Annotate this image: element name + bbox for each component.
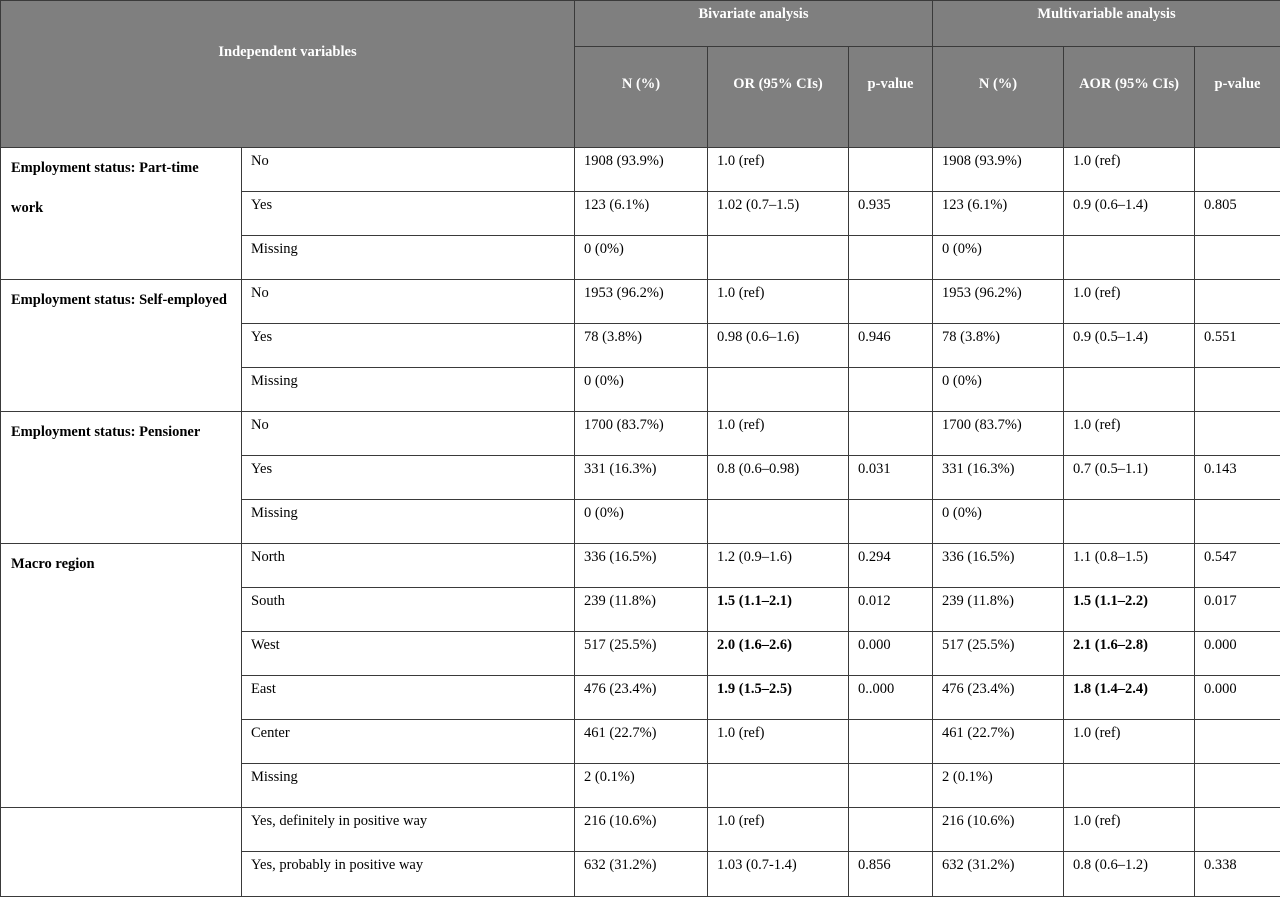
multivariable-n-cell: 0 (0%) <box>933 236 1064 280</box>
table-row <box>1 544 1280 588</box>
multivariable-n-cell: 123 (6.1%) <box>933 192 1064 236</box>
aor-ci-cell: 0.9 (0.6–1.4) <box>1064 192 1195 236</box>
table-header <box>1 1 1280 148</box>
table-row <box>1 280 1280 324</box>
bivariate-n-cell: 239 (11.8%) <box>575 588 708 632</box>
n-percent-header: N (%) <box>575 47 708 148</box>
aor-ci-cell <box>1064 500 1195 544</box>
multivariable-p-value-cell: 0.017 <box>1195 588 1280 632</box>
category-cell: No <box>242 148 575 192</box>
aor-ci-cell: 1.5 (1.1–2.2) <box>1064 588 1195 632</box>
p-value-cell <box>849 808 933 852</box>
bivariate-n-cell: 216 (10.6%) <box>575 808 708 852</box>
bivariate-n-cell: 0 (0%) <box>575 236 708 280</box>
category-cell: East <box>242 676 575 720</box>
bivariate-analysis-header: Bivariate analysis <box>575 1 933 47</box>
p-value-cell: 0.012 <box>849 588 933 632</box>
p-value-cell <box>849 368 933 412</box>
aor-ci-cell: 0.9 (0.5–1.4) <box>1064 324 1195 368</box>
category-cell: Missing <box>242 764 575 808</box>
multivariable-n-cell: 2 (0.1%) <box>933 764 1064 808</box>
multivariable-p-value-cell: 0.143 <box>1195 456 1280 500</box>
category-cell: South <box>242 588 575 632</box>
variable-group-label: Employment status: Self-employed <box>1 280 242 412</box>
multivariable-p-value-cell <box>1195 412 1280 456</box>
aor-ci-header: AOR (95% CIs) <box>1064 47 1195 148</box>
table-row <box>1 808 1280 852</box>
aor-ci-cell <box>1064 368 1195 412</box>
p-value-cell: 0..000 <box>849 676 933 720</box>
aor-ci-cell: 1.0 (ref) <box>1064 720 1195 764</box>
multivariable-n-cell: 1953 (96.2%) <box>933 280 1064 324</box>
multivariable-p-value-cell: 0.000 <box>1195 632 1280 676</box>
aor-ci-cell: 1.0 (ref) <box>1064 280 1195 324</box>
multivariable-n-cell: 216 (10.6%) <box>933 808 1064 852</box>
multivariable-p-value-cell <box>1195 148 1280 192</box>
multivariable-p-value-cell: 0.000 <box>1195 676 1280 720</box>
p-value-cell: 0.946 <box>849 324 933 368</box>
multivariable-p-value-cell <box>1195 500 1280 544</box>
p-value-cell <box>849 500 933 544</box>
multivariable-p-value-cell: 0.805 <box>1195 192 1280 236</box>
aor-ci-cell: 1.8 (1.4–2.4) <box>1064 676 1195 720</box>
or-ci-cell: 1.0 (ref) <box>708 412 849 456</box>
or-ci-cell <box>708 368 849 412</box>
bivariate-n-cell: 1700 (83.7%) <box>575 412 708 456</box>
aor-ci-cell: 2.1 (1.6–2.8) <box>1064 632 1195 676</box>
aor-ci-cell <box>1064 236 1195 280</box>
bivariate-n-cell: 2 (0.1%) <box>575 764 708 808</box>
p-value-cell: 0.000 <box>849 632 933 676</box>
aor-ci-cell: 0.7 (0.5–1.1) <box>1064 456 1195 500</box>
category-cell: Missing <box>242 368 575 412</box>
category-cell: North <box>242 544 575 588</box>
p-value-cell: 0.856 <box>849 852 933 897</box>
or-ci-cell: 1.02 (0.7–1.5) <box>708 192 849 236</box>
bivariate-n-cell: 517 (25.5%) <box>575 632 708 676</box>
aor-ci-cell: 1.0 (ref) <box>1064 412 1195 456</box>
or-ci-cell <box>708 236 849 280</box>
aor-ci-cell: 1.1 (0.8–1.5) <box>1064 544 1195 588</box>
aor-ci-cell: 1.0 (ref) <box>1064 148 1195 192</box>
table-body <box>1 148 1280 897</box>
category-cell: Yes <box>242 192 575 236</box>
p-value-cell: 0.031 <box>849 456 933 500</box>
bivariate-n-cell: 632 (31.2%) <box>575 852 708 897</box>
or-ci-cell: 1.5 (1.1–2.1) <box>708 588 849 632</box>
multivariable-n-cell: 461 (22.7%) <box>933 720 1064 764</box>
or-ci-cell: 0.8 (0.6–0.98) <box>708 456 849 500</box>
bivariate-n-cell: 78 (3.8%) <box>575 324 708 368</box>
or-ci-cell: 1.0 (ref) <box>708 148 849 192</box>
bivariate-n-cell: 461 (22.7%) <box>575 720 708 764</box>
or-ci-cell: 1.9 (1.5–2.5) <box>708 676 849 720</box>
bivariate-n-cell: 0 (0%) <box>575 500 708 544</box>
p-value-header: p-value <box>849 47 933 148</box>
or-ci-cell: 2.0 (1.6–2.6) <box>708 632 849 676</box>
or-ci-cell: 1.0 (ref) <box>708 808 849 852</box>
multivariable-p-value-cell <box>1195 808 1280 852</box>
or-ci-cell: 1.0 (ref) <box>708 280 849 324</box>
multivariable-analysis-header: Multivariable analysis <box>933 1 1280 47</box>
n-percent-header-multivariable: N (%) <box>933 47 1064 148</box>
category-cell: Yes <box>242 456 575 500</box>
multivariable-n-cell: 331 (16.3%) <box>933 456 1064 500</box>
multivariable-n-cell: 1908 (93.9%) <box>933 148 1064 192</box>
multivariable-p-value-cell <box>1195 280 1280 324</box>
multivariable-n-cell: 0 (0%) <box>933 368 1064 412</box>
category-cell: No <box>242 412 575 456</box>
bivariate-n-cell: 336 (16.5%) <box>575 544 708 588</box>
multivariable-p-value-cell <box>1195 368 1280 412</box>
or-ci-cell: 1.0 (ref) <box>708 720 849 764</box>
independent-variables-header: Independent variables <box>1 1 575 148</box>
p-value-cell <box>849 280 933 324</box>
multivariable-n-cell: 517 (25.5%) <box>933 632 1064 676</box>
aor-ci-cell: 0.8 (0.6–1.2) <box>1064 852 1195 897</box>
p-value-cell <box>849 412 933 456</box>
or-ci-cell: 1.03 (0.7-1.4) <box>708 852 849 897</box>
variable-group-label: Employment status: Part-time work <box>1 148 242 280</box>
aor-ci-cell: 1.0 (ref) <box>1064 808 1195 852</box>
category-cell: Yes, definitely in positive way <box>242 808 575 852</box>
table-row <box>1 148 1280 192</box>
bivariate-n-cell: 1953 (96.2%) <box>575 280 708 324</box>
bivariate-n-cell: 123 (6.1%) <box>575 192 708 236</box>
multivariable-p-value-cell: 0.551 <box>1195 324 1280 368</box>
p-value-cell: 0.294 <box>849 544 933 588</box>
category-cell: Missing <box>242 500 575 544</box>
variable-group-label <box>1 808 242 897</box>
category-cell: Yes <box>242 324 575 368</box>
p-value-cell <box>849 148 933 192</box>
p-value-cell: 0.935 <box>849 192 933 236</box>
or-ci-cell <box>708 500 849 544</box>
bivariate-n-cell: 331 (16.3%) <box>575 456 708 500</box>
category-cell: Missing <box>242 236 575 280</box>
variable-group-label: Employment status: Pensioner <box>1 412 242 544</box>
multivariable-p-value-cell: 0.338 <box>1195 852 1280 897</box>
multivariable-n-cell: 239 (11.8%) <box>933 588 1064 632</box>
variable-group-label: Macro region <box>1 544 242 808</box>
category-cell: West <box>242 632 575 676</box>
bivariate-n-cell: 0 (0%) <box>575 368 708 412</box>
multivariable-n-cell: 632 (31.2%) <box>933 852 1064 897</box>
table-row <box>1 412 1280 456</box>
multivariable-p-value-cell <box>1195 236 1280 280</box>
multivariable-n-cell: 476 (23.4%) <box>933 676 1064 720</box>
p-value-header-multivariable: p-value <box>1195 47 1280 148</box>
or-ci-cell: 1.2 (0.9–1.6) <box>708 544 849 588</box>
p-value-cell <box>849 236 933 280</box>
bivariate-n-cell: 1908 (93.9%) <box>575 148 708 192</box>
category-cell: Yes, probably in positive way <box>242 852 575 897</box>
or-ci-cell: 0.98 (0.6–1.6) <box>708 324 849 368</box>
multivariable-p-value-cell <box>1195 720 1280 764</box>
multivariable-n-cell: 1700 (83.7%) <box>933 412 1064 456</box>
multivariable-p-value-cell: 0.547 <box>1195 544 1280 588</box>
multivariable-n-cell: 336 (16.5%) <box>933 544 1064 588</box>
multivariable-n-cell: 0 (0%) <box>933 500 1064 544</box>
category-cell: No <box>242 280 575 324</box>
category-cell: Center <box>242 720 575 764</box>
or-ci-header: OR (95% CIs) <box>708 47 849 148</box>
bivariate-n-cell: 476 (23.4%) <box>575 676 708 720</box>
p-value-cell <box>849 720 933 764</box>
multivariable-n-cell: 78 (3.8%) <box>933 324 1064 368</box>
